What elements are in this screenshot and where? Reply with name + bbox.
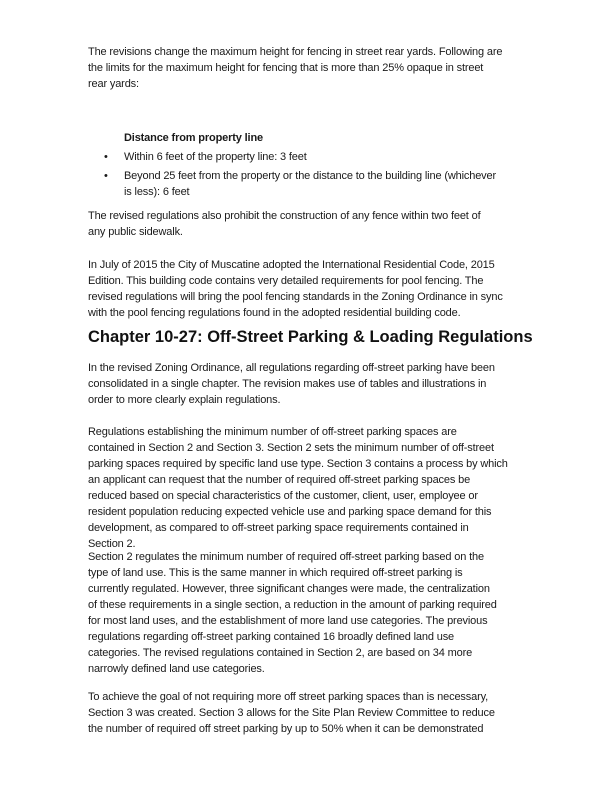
text-line: the number of required off street parking by up to 50% when it can be demonstrated: [88, 723, 484, 735]
text-line: regulations regarding off-street parking contained 16 broadly defined land use: [88, 631, 455, 643]
text-line: In July of 2015 the City of Muscatine adopted the International Residential Code, 2015: [88, 259, 495, 271]
text-line: with the pool fencing regulations found in the adopted residential building code.: [88, 307, 461, 319]
text-line: order to more clearly explain regulations.: [88, 394, 281, 406]
text-line: type of land use. This is the same manner in which required off-street parking is: [88, 567, 463, 579]
paragraph-sidewalk: [88, 208, 481, 240]
list-heading-text: Distance from property line: [124, 132, 263, 144]
text-line: Beyond 25 feet from the property or the distance to the building line (whichever: [124, 170, 497, 182]
text-line: The revisions change the maximum height for fencing in street rear yards. Following are: [88, 46, 503, 58]
paragraph-section-3: [88, 689, 495, 737]
text-line: categories. The revised regulations contained in Section 2, are based on 34 more: [88, 647, 473, 659]
section-heading: Chapter 10-27: Off-Street Parking & Loading Regulations: [88, 328, 533, 346]
text-line: revised regulations will bring the pool fencing standards in the Zoning Ordinance in sync: [88, 291, 503, 303]
paragraph-section-2: [88, 549, 497, 677]
text-line: To achieve the goal of not requiring more off street parking spaces than is necessary,: [88, 691, 489, 703]
list-item-text: [124, 149, 307, 165]
text-line: Section 3 was created. Section 3 allows for the Site Plan Review Committee to reduce: [88, 707, 495, 719]
text-line: Regulations establishing the minimum number of off-street parking spaces are: [88, 426, 457, 438]
text-line: any public sidewalk.: [88, 226, 183, 238]
list-item-text: [124, 168, 496, 200]
text-line: contained in Section 2 and Section 3. Section 2 sets the minimum number of off-street: [88, 442, 494, 454]
paragraph-fence-height-intro: [88, 44, 502, 92]
text-line: reduced based on special characteristics of the customer, client, user, employee or: [88, 490, 478, 502]
text-line: development, as compared to off-street parking space requirements contained in: [88, 522, 469, 534]
text-line: Within 6 feet of the property line: 3 feet: [124, 151, 307, 163]
text-line: rear yards:: [88, 78, 139, 90]
list-heading: [124, 130, 263, 146]
text-line: the limits for the maximum height for fencing that is more than 25% opaque in street: [88, 62, 484, 74]
bullet-icon: •: [104, 170, 108, 182]
text-line: parking spaces required by specific land use type. Section 3 contains a process by which: [88, 458, 508, 470]
text-line: In the revised Zoning Ordinance, all regulations regarding off-street parking have been: [88, 362, 495, 374]
bullet-icon: •: [104, 151, 108, 163]
text-line: narrowly defined land use categories.: [88, 663, 265, 675]
text-line: The revised regulations also prohibit the construction of any fence within two feet of: [88, 210, 481, 222]
text-line: of these requirements in a single section, a reduction in the amount of parking required: [88, 599, 497, 611]
text-line: resident population reducing expected vehicle use and parking space demand for this: [88, 506, 492, 518]
text-line: for most land uses, and the establishment of more land use categories. The previous: [88, 615, 488, 627]
paragraph-pool-fencing: [88, 257, 503, 321]
text-line: Section 2 regulates the minimum number of required off-street parking based on the: [88, 551, 484, 563]
text-line: is less): 6 feet: [124, 186, 190, 198]
text-line: consolidated in a single chapter. The revision makes use of tables and illustrations in: [88, 378, 487, 390]
paragraph-parking-intro: [88, 360, 495, 408]
text-line: an applicant can request that the number of required off-street parking spaces be: [88, 474, 471, 486]
paragraph-parking-sections: [88, 424, 508, 552]
text-line: currently regulated. However, three significant changes were made, the centralization: [88, 583, 490, 595]
text-line: Edition. This building code contains very detailed requirements for pool fencing. The: [88, 275, 484, 287]
text-line: Section 2.: [88, 538, 136, 550]
